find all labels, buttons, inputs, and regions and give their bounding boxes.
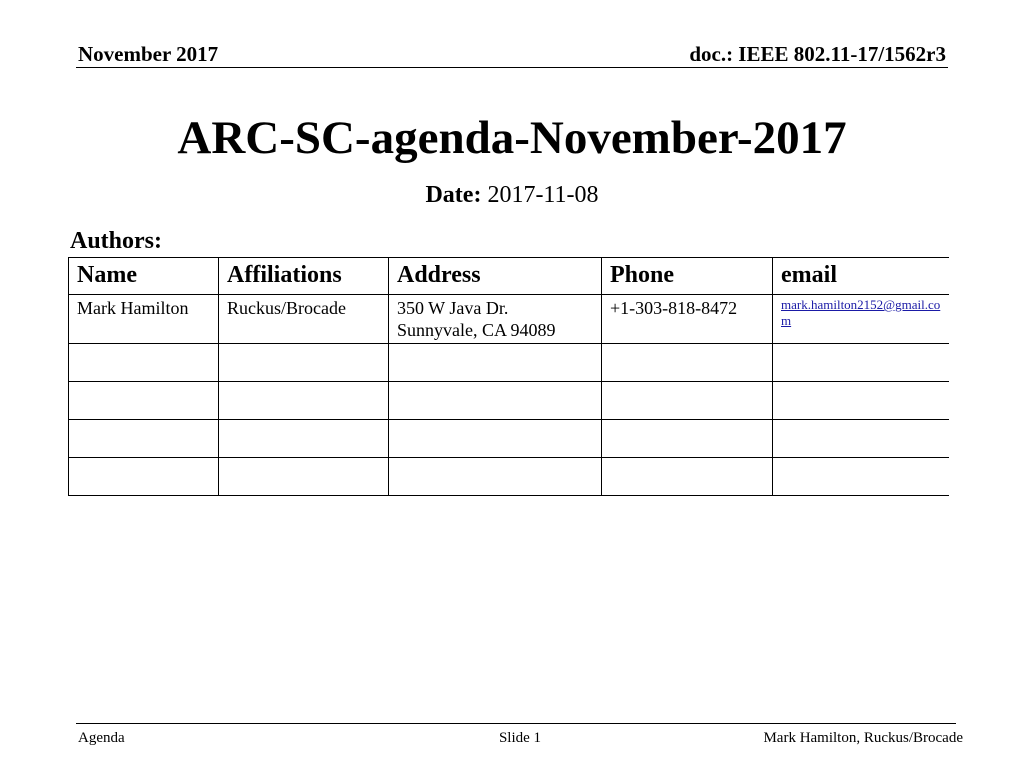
table-cell bbox=[773, 344, 949, 382]
author-address-line2: Sunnyvale, CA 94089 bbox=[397, 320, 556, 340]
column-header-address: Address bbox=[389, 258, 602, 295]
header-doc-id: doc.: IEEE 802.11-17/1562r3 bbox=[689, 42, 946, 66]
author-address-line1: 350 W Java Dr. bbox=[397, 298, 509, 318]
footer-left: Agenda bbox=[78, 730, 125, 746]
table-cell bbox=[69, 382, 219, 420]
footer-rule bbox=[76, 723, 956, 724]
authors-label: Authors: bbox=[70, 228, 163, 254]
author-email-cell bbox=[773, 295, 949, 344]
column-header-affiliations: Affiliations bbox=[219, 258, 389, 295]
column-header-email: email bbox=[773, 258, 949, 295]
table-row bbox=[69, 382, 949, 420]
table-cell bbox=[389, 382, 602, 420]
table-row bbox=[69, 458, 949, 496]
date-line bbox=[0, 180, 1024, 210]
table-cell bbox=[773, 420, 949, 458]
table-cell bbox=[602, 458, 773, 496]
table-row bbox=[69, 420, 949, 458]
author-address bbox=[389, 295, 602, 344]
footer-slide-number: Slide 1 bbox=[498, 730, 542, 746]
table-header-row bbox=[69, 258, 949, 295]
authors-table bbox=[68, 257, 949, 496]
author-name: Mark Hamilton bbox=[69, 295, 219, 344]
table-cell bbox=[389, 458, 602, 496]
table-cell bbox=[219, 344, 389, 382]
table-cell bbox=[389, 344, 602, 382]
table-cell bbox=[219, 420, 389, 458]
author-phone: +1-303-818-8472 bbox=[602, 295, 773, 344]
table-cell bbox=[69, 344, 219, 382]
table-cell bbox=[773, 458, 949, 496]
table-cell bbox=[602, 344, 773, 382]
table-row bbox=[69, 344, 949, 382]
column-header-phone: Phone bbox=[602, 258, 773, 295]
footer-author: Mark Hamilton, Ruckus/Brocade bbox=[763, 730, 963, 746]
table-cell bbox=[602, 382, 773, 420]
table-row bbox=[69, 295, 949, 344]
author-affiliation: Ruckus/Brocade bbox=[219, 295, 389, 344]
header-date: November 2017 bbox=[78, 42, 219, 66]
date-value: 2017-11-08 bbox=[487, 182, 599, 208]
table-cell bbox=[69, 458, 219, 496]
author-email-link[interactable]: mark.hamilton2152@gmail.com bbox=[781, 297, 941, 328]
table-cell bbox=[602, 420, 773, 458]
table-cell bbox=[219, 458, 389, 496]
slide-title: ARC-SC-agenda-November-2017 bbox=[177, 112, 847, 164]
header-rule bbox=[76, 67, 948, 68]
table-cell bbox=[389, 420, 602, 458]
date-label: Date: bbox=[425, 182, 482, 208]
table-cell bbox=[69, 420, 219, 458]
table-cell bbox=[773, 382, 949, 420]
column-header-name: Name bbox=[69, 258, 219, 295]
table-cell bbox=[219, 382, 389, 420]
